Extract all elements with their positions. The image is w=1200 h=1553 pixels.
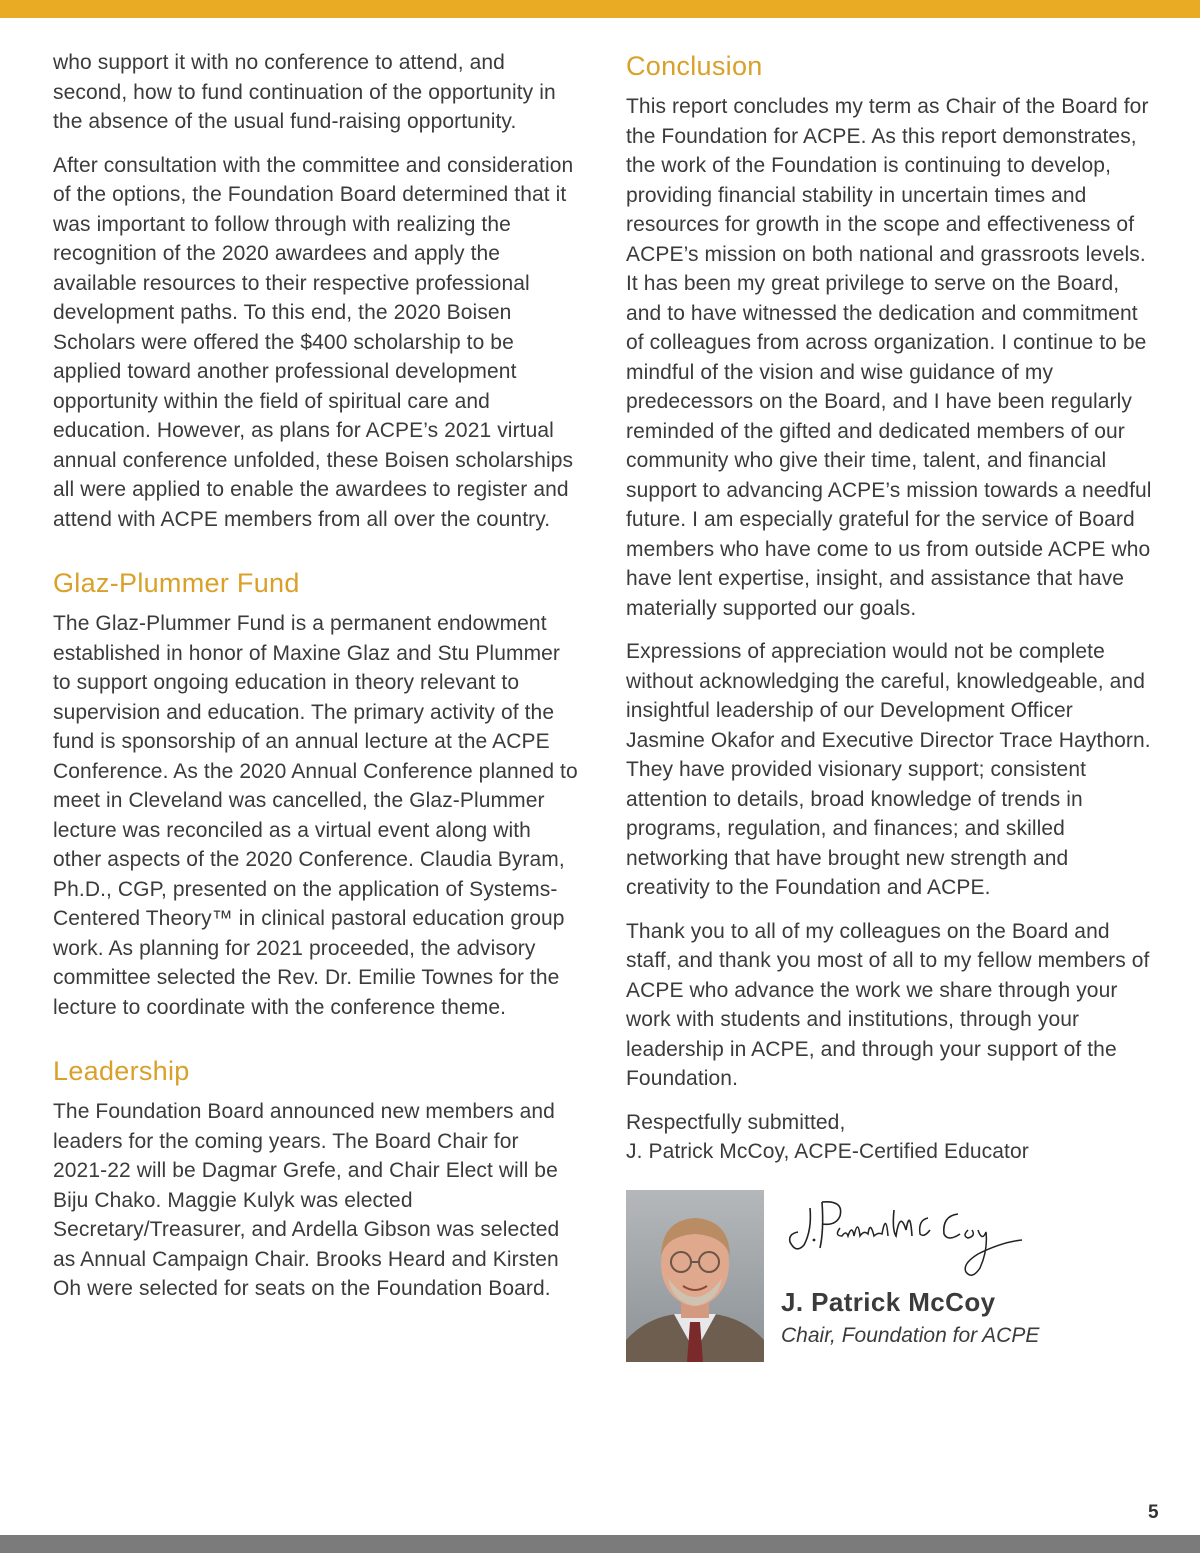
signer-name: J. Patrick McCoy bbox=[781, 1286, 996, 1317]
bottom-footer-bar bbox=[0, 1535, 1200, 1553]
intro-paragraph-1: who support it with no conference to attend, and second, how to fund continuation of the opportunity in the absence of the usual fund-raising opportunity. bbox=[53, 51, 556, 133]
top-accent-bar bbox=[0, 0, 1200, 18]
leadership-paragraph: The Foundation Board announced new members and leaders for the coming years. The Board Chair for 2021-22 will be Dagmar Grefe, and Chair Elect will be Biju Chako. Maggie Kulyk was elected Secretary/Treasurer, and Ardella Gibson was selected as Annual Campaign Chair. Brooks Heard and Kirsten Oh were selected for seats on the Foundation Board. bbox=[53, 1100, 560, 1300]
closing-signoff: J. Patrick McCoy, ACPE-Certified Educator bbox=[626, 1140, 1029, 1163]
glaz-plummer-heading: Glaz-Plummer Fund bbox=[53, 568, 300, 598]
closing-block bbox=[626, 1108, 1154, 1167]
conclusion-paragraph-3: Thank you to all of my colleagues on the Board and staff, and thank you most of all to my fellow members of ACPE who advance the work we share through your work with students and institutions, through your leadership in ACPE, and through your support of the Foundation. bbox=[626, 919, 1150, 1090]
conclusion-paragraph-2: Expressions of appreciation would not be complete without acknowledging the careful, knowledgeable, and insightful leadership of our Development Officer Jasmine Okafor and Executive Director Trace Haythorn. They have provided visionary support; consistent attention to details, broad knowledge of trends in programs, regulation, and finances; and skilled networking that have brought new strength and creativity to the Foundation and ACPE. bbox=[626, 640, 1151, 899]
page-number: 5 bbox=[1148, 1502, 1159, 1523]
conclusion-heading: Conclusion bbox=[626, 51, 763, 81]
left-column bbox=[53, 48, 578, 1304]
right-column bbox=[626, 48, 1154, 1365]
leadership-heading: Leadership bbox=[53, 1056, 190, 1086]
author-portrait bbox=[626, 1190, 764, 1362]
closing-salutation: Respectfully submitted, bbox=[626, 1110, 846, 1134]
handwritten-signature-icon bbox=[782, 1190, 1032, 1285]
signature-area bbox=[626, 1190, 1154, 1365]
intro-paragraph-2: After consultation with the committee and consideration of the options, the Foundation Board determined that it was important to follow through with realizing the recognition of the 2020 awardees and apply the available resources to their respective professional development paths. To this end, the 2020 Boisen Scholars were offered the $400 scholarship to be applied toward another professional development opportunity within the field of spiritual care and education. However, as plans for ACPE’s 2021 virtual annual conference unfolded, these Boisen scholarships all were applied to enable the awardees to register and attend with ACPE members from all over the country. bbox=[53, 153, 574, 531]
glaz-plummer-paragraph: The Glaz-Plummer Fund is a permanent endowment established in honor of Maxine Glaz and Stu Plummer to support ongoing education in theory relevant to supervision and education. The primary activity of the fund is sponsorship of an annual lecture at the ACPE Conference. As the 2020 Annual Conference planned to meet in Cleveland was cancelled, the Glaz-Plummer lecture was reconciled as a virtual event along with other aspects of the 2020 Conference. Claudia Byram, Ph.D., CGP, presented on the application of Systems-Centered Theory™ in clinical pastoral education group work. As planning for 2021 proceeded, the advisory committee selected the Rev. Dr. Emilie Townes for the lecture to coordinate with the conference theme. bbox=[53, 612, 578, 1019]
portrait-photo-icon bbox=[626, 1190, 764, 1362]
conclusion-paragraph-1: This report concludes my term as Chair of the Board for the Foundation for ACPE. As this report demonstrates, the work of the Foundation is continuing to develop, providing financial stability in uncertain times and resources for growth in the scope and effectiveness of ACPE’s mission on both national and grassroots levels. It has been my great privilege to serve on the Board, and to have witnessed the dedication and commitment of colleagues from across organization. I continue to be mindful of the vision and wise guidance of my predecessors on the Board, and I have been regularly reminded of the gifted and dedicated members of our community who give their time, talent, and financial support to advancing ACPE’s mission towards a needful future. I am especially grateful for the service of Board members who have come to us from outside ACPE who have lent expertise, insight, and assistance that have materially supported our goals. bbox=[626, 95, 1152, 620]
signer-title: Chair, Foundation for ACPE bbox=[781, 1323, 1040, 1347]
